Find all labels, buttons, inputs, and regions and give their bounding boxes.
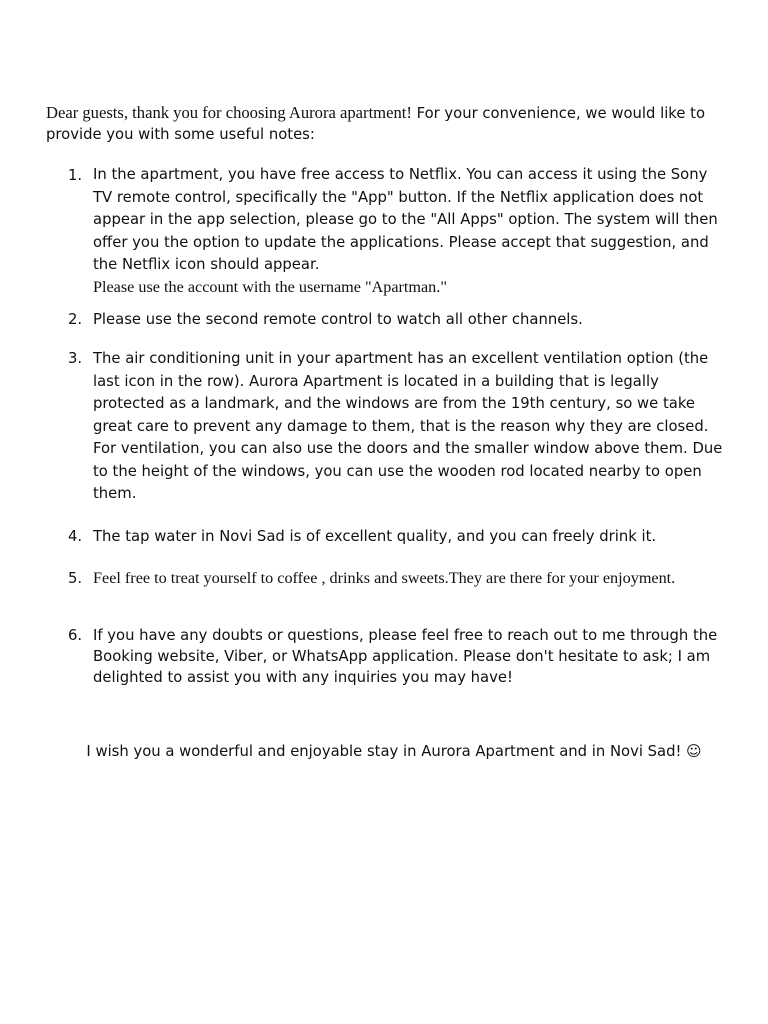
- note-body: [93, 568, 729, 588]
- note-number: 6.: [68, 627, 83, 644]
- note-text: Feel free to treat yourself to coffee , drinks and sweets.They are there for your enjoyment.: [93, 569, 676, 587]
- intro-greeting: Dear guests, thank you for choosing Aurora apartment!: [46, 103, 412, 122]
- note-body: [93, 348, 729, 506]
- note-body: [93, 625, 729, 688]
- closing-message: I wish you a wonderful and enjoyable stay in Aurora Apartment and in Novi Sad! ☺: [86, 743, 702, 760]
- note-body: [93, 526, 729, 549]
- intro-text: For your convenience, we would like to provide you with some useful notes:: [46, 105, 706, 143]
- note-text: The air conditioning unit in your apartment has an excellent ventilation option (the last icon in the row). Aurora Apartment is located in a building that is legally protected as a landmark, and the windows are from the 19th century, so we take great care to prevent any damage to them, that is the reason why they are closed. For ventilation, you can also use the doors and the smaller window above them. Due to the height of the windows, you can use the wooden rod located nearby to open them.: [93, 350, 723, 502]
- note-number: 2.: [68, 311, 83, 328]
- note-text: In the apartment, you have free access to Netflix. You can access it using the Sony TV remote control, specifically the "App" button. If the Netflix application does not appear in the app selection, please go to the "All Apps" option. The system will then offer you the option to update the applications. Please accept that suggestion, and the Netflix icon should appear.: [93, 166, 718, 273]
- note-body: [93, 309, 729, 332]
- note-extra-text: Please use the account with the username "Apartman.": [93, 277, 447, 296]
- note-number: 5.: [68, 570, 83, 587]
- note-number: 3.: [68, 350, 83, 367]
- intro-paragraph: [46, 102, 736, 145]
- note-number: 4.: [68, 528, 83, 545]
- note-text: The tap water in Novi Sad is of excellent quality, and you can freely drink it.: [93, 528, 657, 545]
- note-text: If you have any doubts or questions, please feel free to reach out to me through the Booking website, Viber, or WhatsApp application. Please don't hesitate to ask; I am delighted to assist you with any inquiries you may have!: [93, 627, 718, 686]
- note-body: [93, 164, 729, 297]
- note-number: 1.: [68, 167, 83, 184]
- note-text: Please use the second remote control to watch all other channels.: [93, 311, 583, 328]
